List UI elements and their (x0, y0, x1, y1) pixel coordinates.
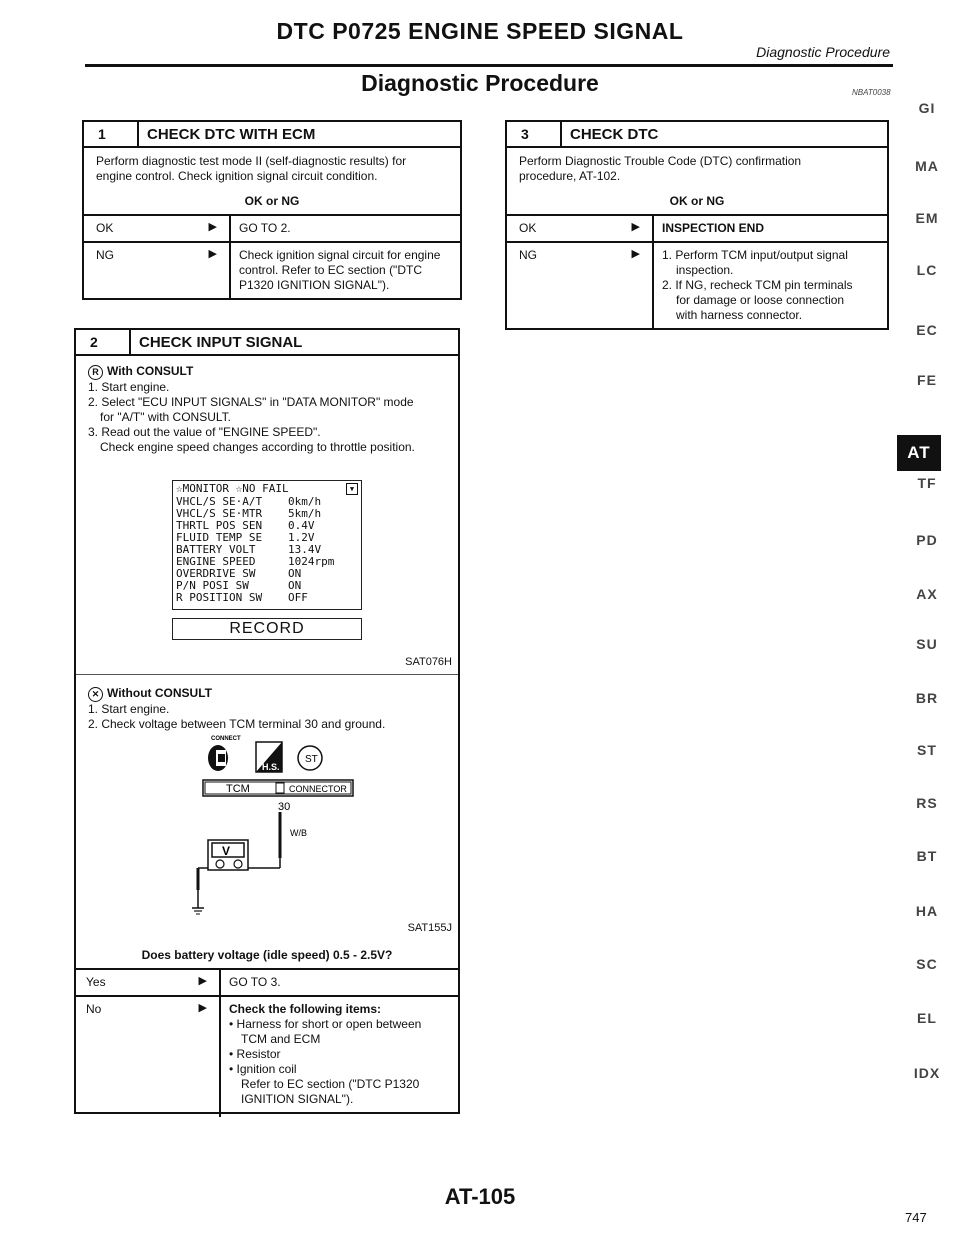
harness-side-icon (256, 742, 282, 772)
result-action: GO TO 2. (229, 216, 460, 241)
check-item: • Resistor (229, 1047, 281, 1061)
instruction-line: 1. Start engine. (88, 380, 170, 394)
monitor-item-value: OFF (288, 591, 308, 604)
description-line: Perform Diagnostic Trouble Code (DTC) confirmation (519, 154, 802, 168)
monitor-item-name: VHCL/S SE·MTR (176, 507, 263, 520)
monitor-item-name: THRTL POS SEN (176, 519, 263, 532)
action-line: Check ignition signal circuit for engine (239, 248, 441, 262)
action-line: inspection. (676, 263, 734, 277)
section-title: Diagnostic Procedure (361, 70, 599, 96)
header-section-label: Diagnostic Procedure (756, 44, 890, 60)
arrow-right-icon: ▶ (198, 975, 207, 987)
sidebar-tab-pd[interactable]: PD (916, 532, 938, 548)
sidebar-tab-el[interactable]: EL (917, 1010, 937, 1026)
item-text: Ignition coil (236, 1062, 297, 1076)
result-row-ng (507, 241, 887, 328)
monitor-header: ☆MONITOR ☆NO FAIL (176, 482, 289, 495)
result-row-no (74, 995, 460, 1117)
instruction-line: 3. Read out the value of "ENGINE SPEED". (88, 425, 321, 439)
step-title: CHECK DTC WITH ECM (147, 125, 316, 143)
sidebar-tab-tf[interactable]: TF (917, 475, 937, 491)
sidebar-tab-bt[interactable]: BT (916, 848, 938, 864)
sidebar-tab-st[interactable]: ST (917, 742, 937, 758)
step-box-1 (82, 120, 462, 300)
monitor-item-value: ON (288, 567, 302, 580)
monitor-item-value: 1.2V (288, 531, 315, 544)
arrow-right-icon: ▶ (631, 248, 640, 260)
without-consult-label: Without CONSULT (107, 686, 212, 700)
step-box-2 (74, 328, 460, 1114)
sidebar-tab-fe[interactable]: FE (917, 372, 937, 388)
step-description (84, 148, 460, 190)
description-line: Perform diagnostic test mode II (self-diagnostic results) for (96, 154, 407, 168)
action-line: 2. If NG, recheck TCM pin terminals (662, 278, 853, 292)
monitor-row (176, 592, 358, 604)
item-text: TCM and ECM (241, 1032, 321, 1046)
result-row-ok (84, 214, 460, 241)
voltmeter-icon (208, 840, 248, 870)
reference-text: Refer to EC section ("DTC P1320 (241, 1077, 420, 1091)
wiring-diagram (156, 728, 356, 938)
connect-icon (208, 745, 228, 771)
record-label: RECORD (229, 620, 305, 637)
action-line: 1. Perform TCM input/output signal (662, 248, 848, 262)
step-description (507, 148, 887, 190)
result-action (652, 243, 887, 328)
monitor-rows (173, 496, 361, 604)
result-row-ok (507, 214, 887, 241)
ok-ng-label: OK or NG (669, 194, 725, 208)
step-number: 3 (507, 122, 562, 146)
instruction-line: for "A/T" with CONSULT. (100, 410, 231, 424)
sidebar-tab-at[interactable]: AT (897, 435, 941, 471)
consult-monitor-screen (172, 480, 362, 610)
monitor-item-value: 1024rpm (288, 555, 335, 568)
page-corner-number: 747 (905, 1210, 927, 1225)
sidebar-tab-gi[interactable]: GI (918, 100, 936, 116)
action-line: P1320 IGNITION SIGNAL"). (239, 278, 390, 292)
page-title: DTC P0725 ENGINE SPEED SIGNAL (276, 18, 684, 44)
terminal-number: 30 (278, 801, 291, 813)
result-action (219, 997, 460, 1117)
tcm-label: TCM (226, 783, 250, 795)
decision-question: Does battery voltage (idle speed) 0.5 - 2.5V? (141, 948, 393, 962)
sidebar-tab-ha[interactable]: HA (915, 903, 939, 919)
monitor-item-value: ON (288, 579, 302, 592)
monitor-item-name: BATTERY VOLT (176, 543, 256, 556)
header-rule (85, 64, 893, 67)
sidebar-tab-sc[interactable]: SC (916, 956, 938, 972)
result-label: OK (519, 221, 537, 235)
result-label: NG (96, 248, 114, 262)
result-label: No (86, 1002, 102, 1016)
step-number: 1 (84, 122, 139, 146)
ground-icon (192, 908, 204, 914)
result-action (229, 243, 460, 298)
no-consult-icon: ✕ (88, 687, 103, 702)
sidebar-tab-br[interactable]: BR (915, 690, 939, 706)
monitor-item-name: OVERDRIVE SW (176, 567, 256, 580)
instruction-line: 2. Select "ECU INPUT SIGNALS" in "DATA MONITOR" mode (88, 395, 414, 409)
sidebar-tab-ec[interactable]: EC (916, 322, 938, 338)
item-text: Resistor (236, 1047, 281, 1061)
monitor-item-value: 5km/h (288, 507, 322, 520)
sidebar-tab-ax[interactable]: AX (916, 586, 938, 602)
instruction-line: 2. Check voltage between TCM terminal 30 and ground. (88, 717, 386, 731)
check-item: • Ignition coil (229, 1062, 297, 1076)
result-row-ng (84, 241, 460, 298)
item-text: Harness for short or open between (236, 1017, 422, 1031)
sidebar-tab-em[interactable]: EM (915, 210, 939, 226)
description-line: procedure, AT-102. (519, 169, 621, 183)
connector-label: CONNECTOR (289, 784, 347, 794)
connect-label: CONNECT (211, 736, 241, 742)
result-action: INSPECTION END (652, 216, 887, 241)
section-divider (76, 674, 458, 675)
record-button[interactable] (172, 618, 362, 640)
step-title: CHECK INPUT SIGNAL (139, 333, 303, 351)
sidebar-tab-idx[interactable]: IDX (913, 1065, 941, 1081)
check-item: • Harness for short or open between (229, 1017, 422, 1031)
sidebar-tab-rs[interactable]: RS (916, 795, 938, 811)
section-code: NBAT0038 (852, 88, 891, 97)
meter-label: V (222, 844, 231, 858)
action-line: with harness connector. (676, 308, 803, 322)
arrow-right-icon: ▶ (631, 221, 640, 233)
with-consult-label: With CONSULT (107, 364, 194, 378)
arrow-right-icon: ▶ (208, 248, 217, 260)
instruction-line: Check engine speed changes according to throttle position. (100, 440, 415, 454)
result-label: Yes (86, 975, 106, 989)
sidebar-tab-ma[interactable]: MA (915, 158, 939, 174)
step-box-3 (505, 120, 889, 330)
decision-rows (74, 968, 460, 1117)
result-label: NG (519, 248, 537, 262)
check-items-heading: Check the following items: (229, 1002, 382, 1016)
monitor-item-name: VHCL/S SE·A/T (176, 495, 263, 508)
hs-label: H.S. (262, 762, 280, 772)
monitor-item-name: ENGINE SPEED (176, 555, 256, 568)
description-line: engine control. Check ignition signal circuit condition. (96, 169, 378, 183)
scroll-down-icon: ▼ (346, 483, 358, 495)
arrow-right-icon: ▶ (208, 221, 217, 233)
step-number: 2 (76, 330, 131, 354)
ok-ng-label: OK or NG (244, 194, 300, 208)
arrow-right-icon: ▶ (198, 1002, 207, 1014)
action-line: control. Refer to EC section ("DTC (239, 263, 422, 277)
reference-text: IGNITION SIGNAL"). (241, 1092, 354, 1106)
monitor-item-name: R POSITION SW (176, 591, 263, 604)
instruction-line: 1. Start engine. (88, 702, 170, 716)
sidebar-tab-su[interactable]: SU (916, 636, 938, 652)
page-number: AT-105 (444, 1184, 516, 1209)
figure-code: SAT155J (407, 922, 452, 934)
consult-icon: R (88, 365, 103, 380)
action-line: for damage or loose connection (676, 293, 845, 307)
sidebar-tab-lc[interactable]: LC (916, 262, 938, 278)
result-label: OK (96, 221, 114, 235)
monitor-item-name: FLUID TEMP SE (176, 531, 263, 544)
terminal-probe-icon (298, 746, 322, 770)
result-action: GO TO 3. (219, 970, 460, 995)
svg-text:ST: ST (305, 754, 318, 765)
monitor-item-value: 0km/h (288, 495, 322, 508)
result-row-yes (74, 968, 460, 995)
step-title: CHECK DTC (570, 125, 659, 143)
figure-code: SAT076H (405, 656, 452, 668)
monitor-item-value: 0.4V (288, 519, 315, 532)
with-consult-section (76, 356, 458, 461)
monitor-item-name: P/N POSI SW (176, 579, 249, 592)
wire-color-label: W/B (290, 828, 307, 838)
monitor-item-value: 13.4V (288, 543, 322, 556)
